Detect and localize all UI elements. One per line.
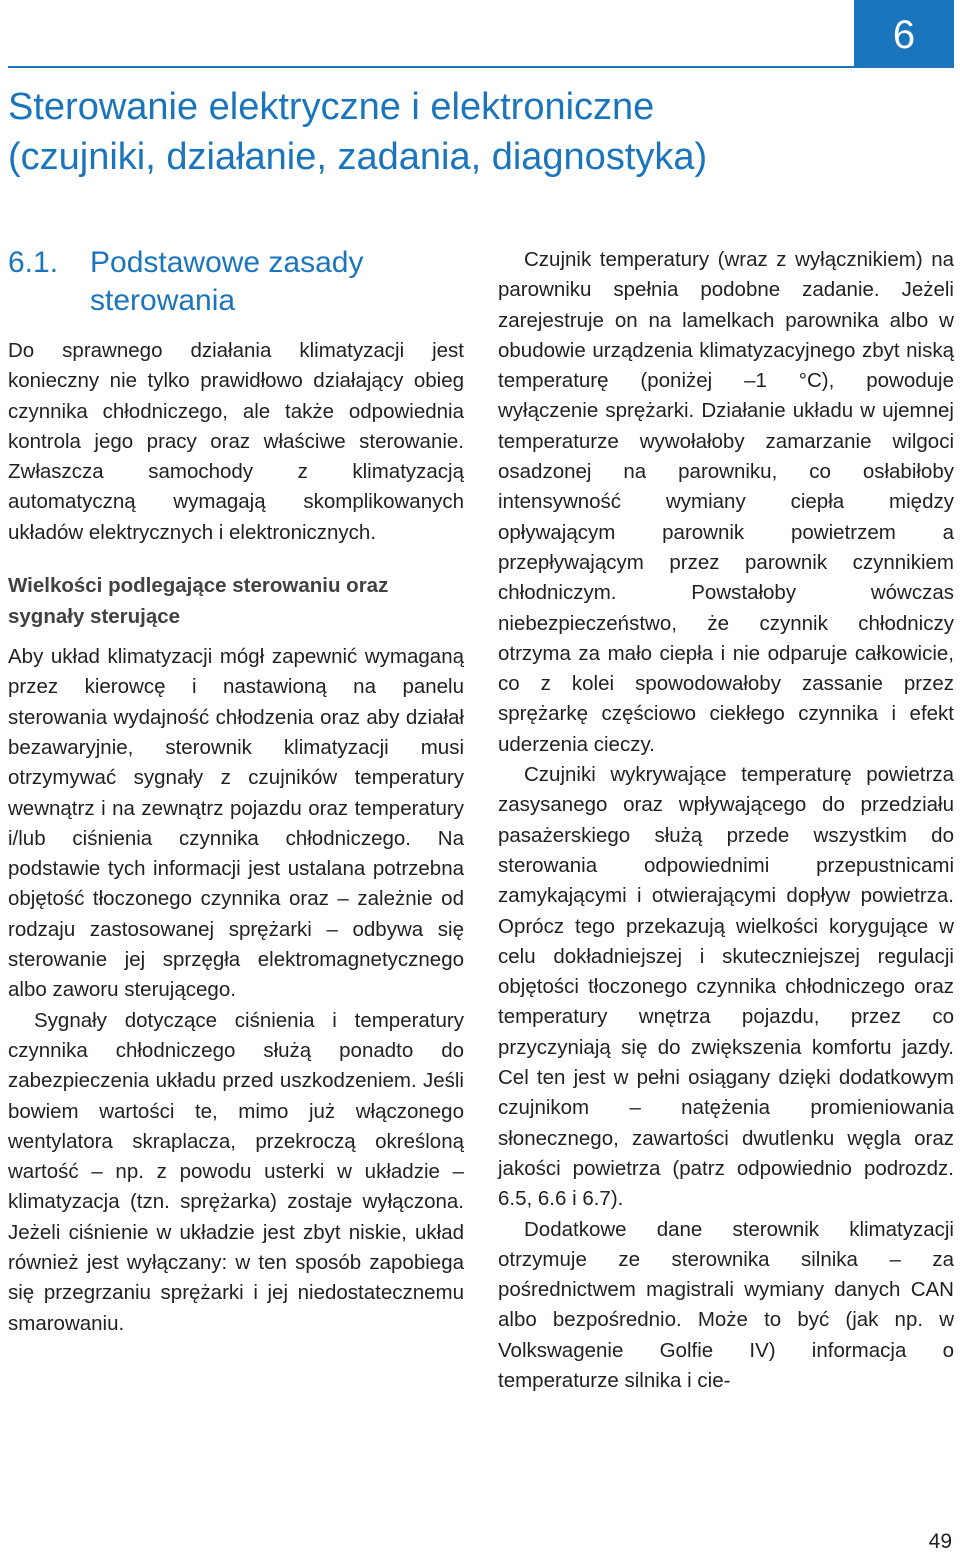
right-paragraph-2: Czujniki wykrywające temperaturę powietrza zasysanego oraz wpływającego do przedziału pasażerskiego służą przede wszystkim do sterowania odpowiednimi przepustnicami zamykającymi i otwierającymi dopływ powietrza. Oprócz tego przekazują wielkości korygujące w celu dokładniejszej i skuteczniejszej regulacji objętości tłoczonego czynnika chłodniczego oraz temperatury wnętrza pojazdu, przez co przyczyniają się do zwiększenia komfortu jazdy. Cel ten jest w pełni osiągany dzięki dodatkowym czujnikom – natężenia promieniowania słonecznego, zawartości dwutlenku węgla oraz jakości powietrza (patrz odpowiednio podrozdz. 6.5, 6.6 i 6.7). bbox=[498, 763, 954, 1211]
section-title: Podstawowe zasady sterowania bbox=[90, 246, 364, 317]
chapter-title bbox=[8, 82, 948, 182]
left-paragraph-2: Sygnały dotyczące ciśnienia i temperatury czynnika chłodniczego służą ponadto do zabezpieczenia układu przed uszkodzeniem. Jeśli bowiem wartości te, mimo już włączonego wentylatora skraplacza, przekroczą określoną wartość – np. z powodu usterki w układzie – klimatyzacja (tzn. sprężarka) zostaje wyłączona. Jeżeli ciśnienie w układzie jest zbyt niskie, układ również jest wyłączany: w ten sposób zapobiega się przegrzaniu sprężarki i jej niedostatecznemu smarowaniu. bbox=[8, 1008, 464, 1335]
right-paragraph-3: Dodatkowe dane sterownik klimatyzacji otrzymuje ze sterownika silnika – za pośrednictwem magistrali wymiany danych CAN albo bezpośrednio. Może to być (jak np. w Volkswagenie Golfie IV) informacja o temperaturze silnika i cie- bbox=[498, 1217, 954, 1392]
chapter-number-badge: 6 bbox=[854, 0, 954, 68]
right-paragraph-1: Czujnik temperatury (wraz z wyłącznikiem) na parowniku spełnia podobne zadanie. Jeżeli zarejestruje on na lamelkach parownika albo w obudowie urządzenia klimatyzacyjnego zbyt niską temperaturę (poniżej –1 °C), powoduje wyłączenie sprężarki. Działanie układu w ujemnej temperaturze wywołałoby zamarzanie wilgoci osadzonej na parowniku, co osłabiłoby intensywność wymiany ciepła między opływającym parownik powietrzem a przepływającym przez parownik czynnikiem chłodniczym. Powstałoby wówczas niebezpieczeństwo, że czynnik chłodniczy otrzyma za mało ciepła i nie odparuje całkowicie, co z kolei spowodowałoby zassanie przez sprężarkę częściowo ciekłego czynnika i efekt uderzenia cieczy. bbox=[498, 248, 954, 756]
left-paragraph-1: Aby układ klimatyzacji mógł zapewnić wymaganą przez kierowcę i nastawioną na panelu sterowania wydajność chłodzenia oraz aby działał bezawaryjnie, sterownik klimatyzacji musi otrzymywać sygnały z czujników temperatury wewnątrz i na zewnątrz pojazdu oraz temperatury i/lub ciśnienia czynnika chłodniczego. Na podstawie tych informacji jest ustalana potrzebna objętość tłoczonego czynnika oraz – zależnie od rodzaju zastosowanej sprężarki – odbywa się sterowanie jej sprzęgła elektromagnetycznego albo zaworu sterującego. bbox=[8, 645, 464, 1002]
subheading: Wielkości podlegające sterowaniu oraz sygnały sterujące bbox=[8, 574, 389, 629]
right-column bbox=[498, 245, 954, 1396]
section-number: 6.1. bbox=[8, 246, 59, 279]
section-heading bbox=[8, 244, 464, 320]
chapter-title-line-2: (czujniki, działanie, zadania, diagnostyka) bbox=[8, 136, 708, 178]
header-rule bbox=[8, 66, 854, 68]
left-column bbox=[8, 244, 464, 1339]
chapter-title-line-1: Sterowanie elektryczne i elektroniczne bbox=[8, 86, 655, 128]
intro-paragraph: Do sprawnego działania klimatyzacji jest konieczny nie tylko prawidłowo działający obieg czynnika chłodniczego, ale także odpowiednia kontrola jego pracy oraz właściwe sterowanie. Zwłaszcza samochody z klimatyzacją automatyczną wymagają skomplikowanych układów elektrycznych i elektronicznych. bbox=[8, 339, 464, 544]
page-number: 49 bbox=[928, 1530, 952, 1553]
